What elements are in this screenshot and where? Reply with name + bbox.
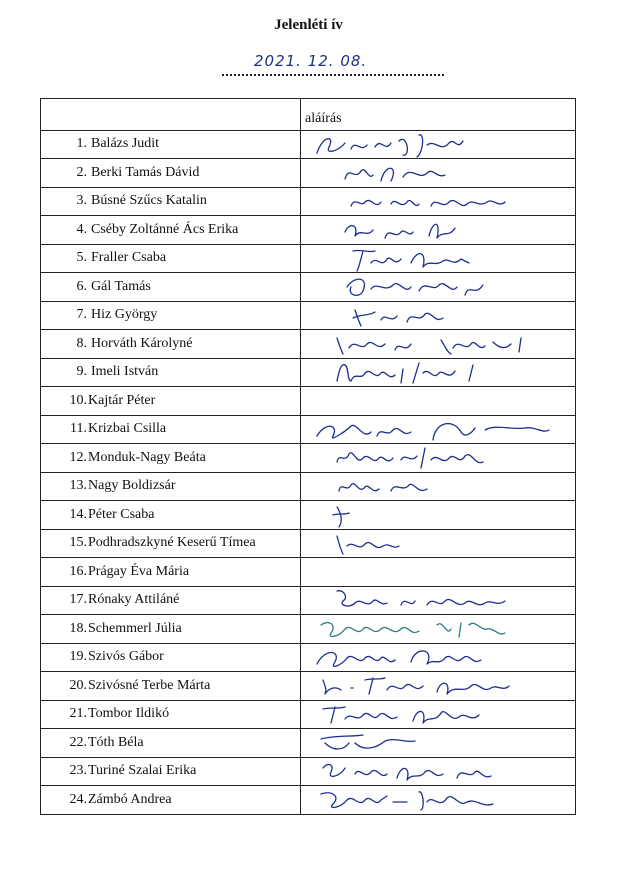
row-number: 2. — [76, 164, 87, 180]
table-row — [41, 529, 576, 558]
row-number: 22. — [69, 734, 87, 750]
signature-cell — [301, 729, 576, 758]
attendee-cell — [41, 216, 301, 245]
signature-stroke — [323, 764, 491, 779]
signature-stroke — [337, 536, 399, 554]
row-number: 7. — [76, 307, 87, 323]
signature-ink — [315, 245, 565, 272]
row-number: 15. — [69, 535, 87, 551]
table-row — [41, 415, 576, 444]
signature-cell — [301, 615, 576, 644]
attendee-name: Hiz György — [91, 307, 158, 323]
signature-stroke — [337, 338, 521, 354]
row-number: 11. — [70, 421, 87, 437]
attendee-cell — [41, 159, 301, 188]
attendee-cell — [41, 187, 301, 216]
row-number: 1. — [76, 136, 87, 152]
attendee-name: Nagy Boldizsár — [88, 478, 176, 494]
handwritten-signature — [315, 615, 565, 642]
row-number: 5. — [76, 250, 87, 266]
signature-cell — [301, 330, 576, 359]
page-title: Jelenléti ív — [274, 17, 343, 33]
signature-stroke — [345, 224, 455, 238]
handwritten-signature — [315, 159, 565, 186]
row-number: 23. — [69, 763, 87, 779]
signature-cell — [301, 216, 576, 245]
row-number: 4. — [76, 221, 87, 237]
table-row — [41, 700, 576, 729]
table-row — [41, 130, 576, 159]
signature-cell — [301, 586, 576, 615]
row-number: 24. — [69, 791, 87, 807]
attendee-name: Schemmerl Júlia — [88, 620, 182, 636]
table-row — [41, 301, 576, 330]
attendee-name: Fraller Csaba — [91, 250, 167, 266]
signature-cell — [301, 415, 576, 444]
handwritten-signature — [315, 672, 565, 699]
signature-ink — [315, 672, 565, 699]
signature-ink — [315, 416, 565, 443]
signature-ink — [315, 302, 565, 329]
signature-cell — [301, 700, 576, 729]
signature-cell — [301, 757, 576, 786]
attendee-name: Berki Tamás Dávid — [91, 164, 200, 180]
table-row — [41, 501, 576, 530]
signature-stroke — [333, 507, 349, 527]
attendee-cell — [41, 358, 301, 387]
signature-cell — [301, 244, 576, 273]
row-number: 6. — [76, 278, 87, 294]
handwritten-signature — [315, 131, 565, 158]
signature-ink — [315, 786, 565, 813]
signature-ink — [315, 444, 565, 471]
table-row — [41, 472, 576, 501]
attendee-name: Szivós Gábor — [88, 649, 164, 665]
signature-cell — [301, 672, 576, 701]
table-header-row — [41, 99, 576, 131]
signature-stroke — [353, 250, 469, 271]
attendee-name: Cséby Zoltánné Ács Erika — [91, 221, 239, 237]
attendee-name: Gál Tamás — [91, 278, 151, 294]
row-number: 13. — [69, 478, 87, 494]
signature-ink — [315, 758, 565, 785]
table-row — [41, 216, 576, 245]
signature-cell — [301, 301, 576, 330]
attendee-cell — [41, 757, 301, 786]
handwritten-signature — [315, 786, 565, 813]
signature-cell — [301, 358, 576, 387]
signature-cell — [301, 786, 576, 815]
attendee-name: Turiné Szalai Erika — [88, 763, 197, 779]
signature-ink — [315, 501, 565, 528]
signature-stroke — [337, 590, 505, 605]
table-row — [41, 444, 576, 473]
signature-stroke — [323, 678, 509, 694]
attendee-name: Kajtár Péter — [88, 392, 156, 408]
attendee-name: Szivósné Terbe Márta — [88, 677, 211, 693]
handwritten-signature — [315, 530, 565, 557]
signature-ink — [315, 131, 565, 158]
table-row — [41, 330, 576, 359]
signature-cell — [301, 130, 576, 159]
signature-cell — [301, 558, 576, 587]
signature-stroke — [337, 363, 473, 383]
row-number: 20. — [69, 677, 87, 693]
signature-stroke — [317, 423, 549, 439]
handwritten-signature — [315, 245, 565, 272]
handwritten-signature — [315, 444, 565, 471]
signature-ink — [315, 701, 565, 728]
attendee-cell — [41, 529, 301, 558]
table-row — [41, 558, 576, 587]
signature-ink — [315, 729, 565, 756]
signature-stroke — [353, 310, 443, 326]
header-name-column — [41, 99, 301, 131]
attendee-cell — [41, 415, 301, 444]
signature-cell — [301, 187, 576, 216]
attendee-name: Búsné Szűcs Katalin — [91, 193, 207, 209]
attendee-cell — [41, 586, 301, 615]
signature-cell — [301, 472, 576, 501]
attendee-cell — [41, 501, 301, 530]
row-number: 17. — [69, 592, 87, 608]
attendee-name: Rónaky Attiláné — [88, 592, 180, 608]
handwritten-signature — [315, 729, 565, 756]
attendee-cell — [41, 615, 301, 644]
signature-stroke — [323, 707, 479, 723]
table-row — [41, 273, 576, 302]
signature-stroke — [317, 650, 481, 665]
signature-stroke — [347, 279, 483, 295]
handwritten-date: 2021. 12. 08. — [254, 52, 368, 70]
signature-cell — [301, 159, 576, 188]
handwritten-signature — [315, 758, 565, 785]
row-number: 3. — [76, 193, 87, 209]
table-row — [41, 615, 576, 644]
signature-ink — [315, 473, 565, 500]
signature-cell — [301, 501, 576, 530]
attendee-cell — [41, 301, 301, 330]
attendee-cell — [41, 444, 301, 473]
table-row — [41, 387, 576, 416]
attendee-cell — [41, 387, 301, 416]
handwritten-signature — [315, 302, 565, 329]
handwritten-signature — [315, 330, 565, 357]
attendee-name: Imeli István — [91, 364, 159, 380]
handwritten-signature — [315, 701, 565, 728]
signature-ink — [315, 159, 565, 186]
attendance-rows — [41, 130, 576, 814]
signature-ink — [315, 615, 565, 642]
signature-stroke — [321, 792, 493, 810]
row-number: 16. — [69, 563, 87, 579]
table-row — [41, 358, 576, 387]
table-row — [41, 672, 576, 701]
signature-ink — [315, 530, 565, 557]
table-row — [41, 244, 576, 273]
attendee-cell — [41, 700, 301, 729]
attendee-name: Tóth Béla — [88, 734, 144, 750]
attendee-cell — [41, 786, 301, 815]
attendee-cell — [41, 472, 301, 501]
handwritten-signature — [315, 188, 565, 215]
date-dotted-underline — [222, 74, 444, 76]
table-row — [41, 729, 576, 758]
handwritten-signature — [315, 501, 565, 528]
table-row — [41, 786, 576, 815]
signature-ink — [315, 587, 565, 614]
table-row — [41, 159, 576, 188]
row-number: 12. — [69, 449, 87, 465]
row-number: 18. — [69, 620, 87, 636]
attendee-name: Balázs Judit — [91, 136, 160, 152]
handwritten-signature — [315, 416, 565, 443]
attendee-cell — [41, 130, 301, 159]
signature-stroke — [337, 448, 483, 468]
row-number: 21. — [69, 706, 87, 722]
attendee-cell — [41, 672, 301, 701]
signature-stroke — [321, 623, 505, 637]
signature-ink — [315, 188, 565, 215]
header-signature-column: aláírás — [301, 99, 576, 131]
attendee-name: Zámbó Andrea — [88, 791, 172, 807]
attendee-cell — [41, 273, 301, 302]
signature-cell — [301, 273, 576, 302]
table-row — [41, 187, 576, 216]
attendee-name: Péter Csaba — [88, 506, 155, 522]
signature-ink — [315, 330, 565, 357]
attendee-cell — [41, 330, 301, 359]
handwritten-signature — [315, 587, 565, 614]
handwritten-signature — [315, 359, 565, 386]
handwritten-signature — [315, 273, 565, 300]
signature-ink — [315, 359, 565, 386]
signature-ink — [315, 273, 565, 300]
handwritten-signature — [315, 473, 565, 500]
row-number: 14. — [69, 506, 87, 522]
table-row — [41, 643, 576, 672]
signature-stroke — [339, 483, 427, 490]
attendee-name: Podhradszkyné Keserű Tímea — [88, 535, 256, 551]
attendee-cell — [41, 729, 301, 758]
date-line — [222, 52, 444, 76]
signature-ink — [315, 216, 565, 243]
signature-cell — [301, 529, 576, 558]
attendee-name: Tombor Ildikó — [88, 706, 170, 722]
signature-cell — [301, 643, 576, 672]
attendee-name: Krizbai Csilla — [88, 421, 167, 437]
attendance-table — [40, 98, 576, 815]
handwritten-signature — [315, 216, 565, 243]
row-number: 19. — [69, 649, 87, 665]
attendee-name: Monduk-Nagy Beáta — [88, 449, 206, 465]
row-number: 8. — [76, 335, 87, 351]
attendee-name: Prágay Éva Mária — [88, 563, 190, 579]
row-number: 10. — [69, 392, 87, 408]
signature-stroke — [317, 134, 463, 156]
attendee-cell — [41, 244, 301, 273]
signature-cell — [301, 444, 576, 473]
attendee-cell — [41, 643, 301, 672]
signature-stroke — [351, 200, 505, 206]
attendee-cell — [41, 558, 301, 587]
signature-ink — [315, 644, 565, 671]
signature-stroke — [321, 735, 415, 749]
handwritten-signature — [315, 644, 565, 671]
attendee-name: Horváth Károlyné — [91, 335, 193, 351]
signature-cell — [301, 387, 576, 416]
table-row — [41, 757, 576, 786]
table-row — [41, 586, 576, 615]
signature-stroke — [345, 168, 445, 181]
row-number: 9. — [76, 364, 87, 380]
